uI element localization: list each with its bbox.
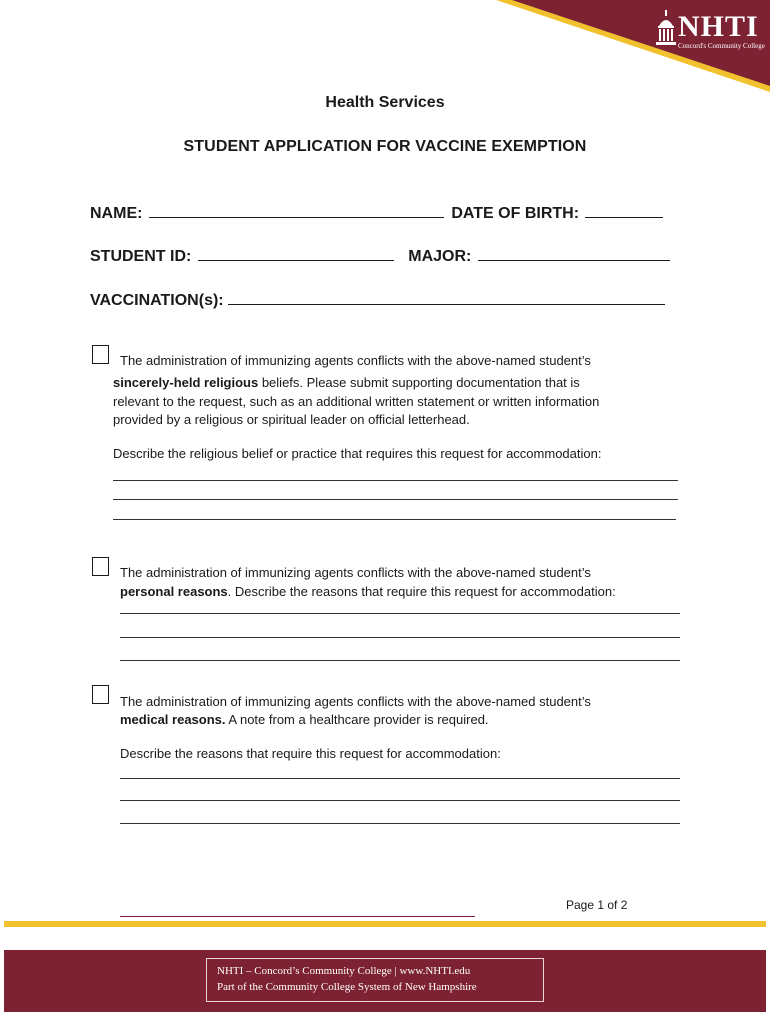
religious-line3: relevant to the request, such as an additional written statement or written information [113,394,600,409]
religious-prompt: Describe the religious belief or practice that requires this request for accommodation: [113,446,602,461]
personal-bold: personal reasons [120,584,228,599]
form-title: STUDENT APPLICATION FOR VACCINE EXEMPTION [183,138,587,155]
name-dob-row [90,203,666,223]
personal-answer-line-3[interactable] [120,660,680,661]
student-id-field[interactable] [198,246,394,261]
personal-checkbox[interactable] [92,557,109,576]
footer-gold-stripe [4,921,766,927]
vaccinations-label: VACCINATION(s): [90,292,224,309]
vaccinations-field[interactable] [228,290,665,305]
medical-bold: medical reasons. [120,712,226,727]
personal-line1: The administration of immunizing agents conflicts with the above-named student’s [120,565,591,580]
religious-line1: The administration of immunizing agents conflicts with the above-named student’s [120,353,591,368]
major-field[interactable] [478,246,670,261]
personal-answer-line-2[interactable] [120,637,680,638]
medical-prompt: Describe the reasons that require this request for accommodation: [120,746,501,761]
personal-answer-line-1[interactable] [120,613,680,614]
religious-answer-line-1[interactable] [113,480,678,481]
id-major-row [90,246,673,266]
religious-bold: sincerely-held religious [113,375,259,390]
medical-answer-line-3[interactable] [120,823,680,824]
footer-line-1: NHTI – Concord’s Community College | www.NHTI.edu [217,965,471,977]
name-field[interactable] [149,203,444,218]
dob-field[interactable] [585,203,663,218]
religious-line4: provided by a religious or spiritual leader on official letterhead. [113,412,470,427]
nhti-logo [656,8,768,52]
medical-line1: The administration of immunizing agents conflicts with the above-named student’s [120,694,591,709]
religious-line2: sincerely-held religious beliefs. Please submit supporting documentation that is [113,375,580,390]
footer-divider [120,916,475,917]
logo-wordmark: NHTI [678,10,759,43]
medical-answer-line-2[interactable] [120,800,680,801]
footer-line-2: Part of the Community College System of New Hampshire [217,981,477,993]
dome-icon [656,10,676,50]
footer-info-box [206,958,544,1002]
page-number: Page 1 of 2 [566,898,628,912]
medical-checkbox[interactable] [92,685,109,704]
religious-checkbox[interactable] [92,345,109,364]
department-heading: Health Services [325,94,445,111]
header-banner [0,0,770,95]
religious-answer-line-2[interactable] [113,499,678,500]
medical-line2: medical reasons. A note from a healthcare provider is required. [120,712,489,727]
medical-answer-line-1[interactable] [120,778,680,779]
religious-answer-line-3[interactable] [113,519,676,520]
major-label: MAJOR: [408,248,472,265]
personal-line2: personal reasons. Describe the reasons that require this request for accommodation: [120,584,616,599]
logo-subtitle: Concord's Community College [678,42,765,50]
vaccinations-row [90,290,668,310]
name-label: NAME: [90,205,143,222]
dob-label: DATE OF BIRTH: [451,205,580,222]
student-id-label: STUDENT ID: [90,248,192,265]
